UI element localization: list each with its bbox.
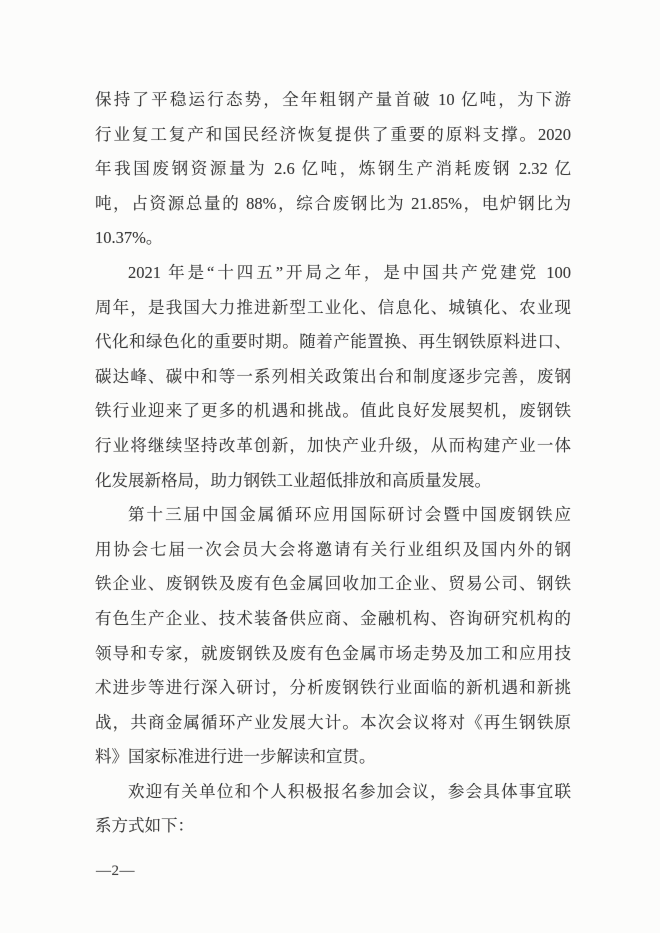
text-line: 料》国家标准进行进一步解读和宣贯。 (95, 747, 376, 767)
text-line: 用协会七届一次会员大会将邀请有关行业组织及国内外的钢 (95, 539, 571, 559)
text-line: 术进步等进行深入研讨，分析废钢铁行业面临的新机遇和新挑 (95, 678, 571, 698)
text-line: 代化和绿色化的重要时期。随着产能置换、再生钢铁原料进口、 (95, 332, 571, 352)
text-line: 行业复工复产和国民经济恢复提供了重要的原料支撑。2020 (95, 124, 571, 144)
text-line: 第十三届中国金属循环应用国际研讨会暨中国废钢铁应 (128, 505, 571, 525)
text-line: 领导和专家，就废钢铁及废有色金属市场走势及加工和应用技 (95, 643, 571, 663)
text-line: 2021 年是“十四五”开局之年，是中国共产党建党 100 (128, 262, 571, 282)
text-line: 铁企业、废钢铁及废有色金属回收加工企业、贸易公司、钢铁 (95, 574, 571, 594)
text-line: 年我国废钢资源量为 2.6 亿吨，炼钢生产消耗废钢 2.32 亿 (95, 159, 571, 179)
text-line: 有色生产企业、技术装备供应商、金融机构、咨询研究机构的 (95, 608, 571, 628)
text-line: 化发展新格局，助力钢铁工业超低排放和高质量发展。 (95, 470, 491, 490)
text-line: 欢迎有关单位和个人积极报名参加会议，参会具体事宜联 (128, 781, 571, 801)
paragraph (95, 775, 571, 844)
text-line: 系方式如下： (95, 816, 194, 836)
paragraph (95, 498, 571, 775)
paragraph (95, 256, 571, 498)
paragraph (95, 83, 571, 256)
text-line: 吨，占资源总量的 88%，综合废钢比为 21.85%，电炉钢比为 (95, 193, 571, 213)
text-line: 战，共商金属循环产业发展大计。本次会议将对《再生钢铁原 (95, 712, 571, 732)
text-line: 周年，是我国大力推进新型工业化、信息化、城镇化、农业现 (95, 297, 571, 317)
page-number: —2— (96, 863, 135, 879)
text-line: 铁行业迎来了更多的机遇和挑战。值此良好发展契机，废钢铁 (95, 401, 571, 421)
text-line: 碳达峰、碳中和等一系列相关政策出台和制度逐步完善，废钢 (95, 366, 571, 386)
text-line: 行业将继续坚持改革创新，加快产业升级，从而构建产业一体 (95, 435, 571, 455)
text-line: 保持了平稳运行态势，全年粗钢产量首破 10 亿吨，为下游 (95, 90, 571, 109)
text-block (95, 83, 571, 844)
text-line: 10.37%。 (95, 228, 163, 248)
